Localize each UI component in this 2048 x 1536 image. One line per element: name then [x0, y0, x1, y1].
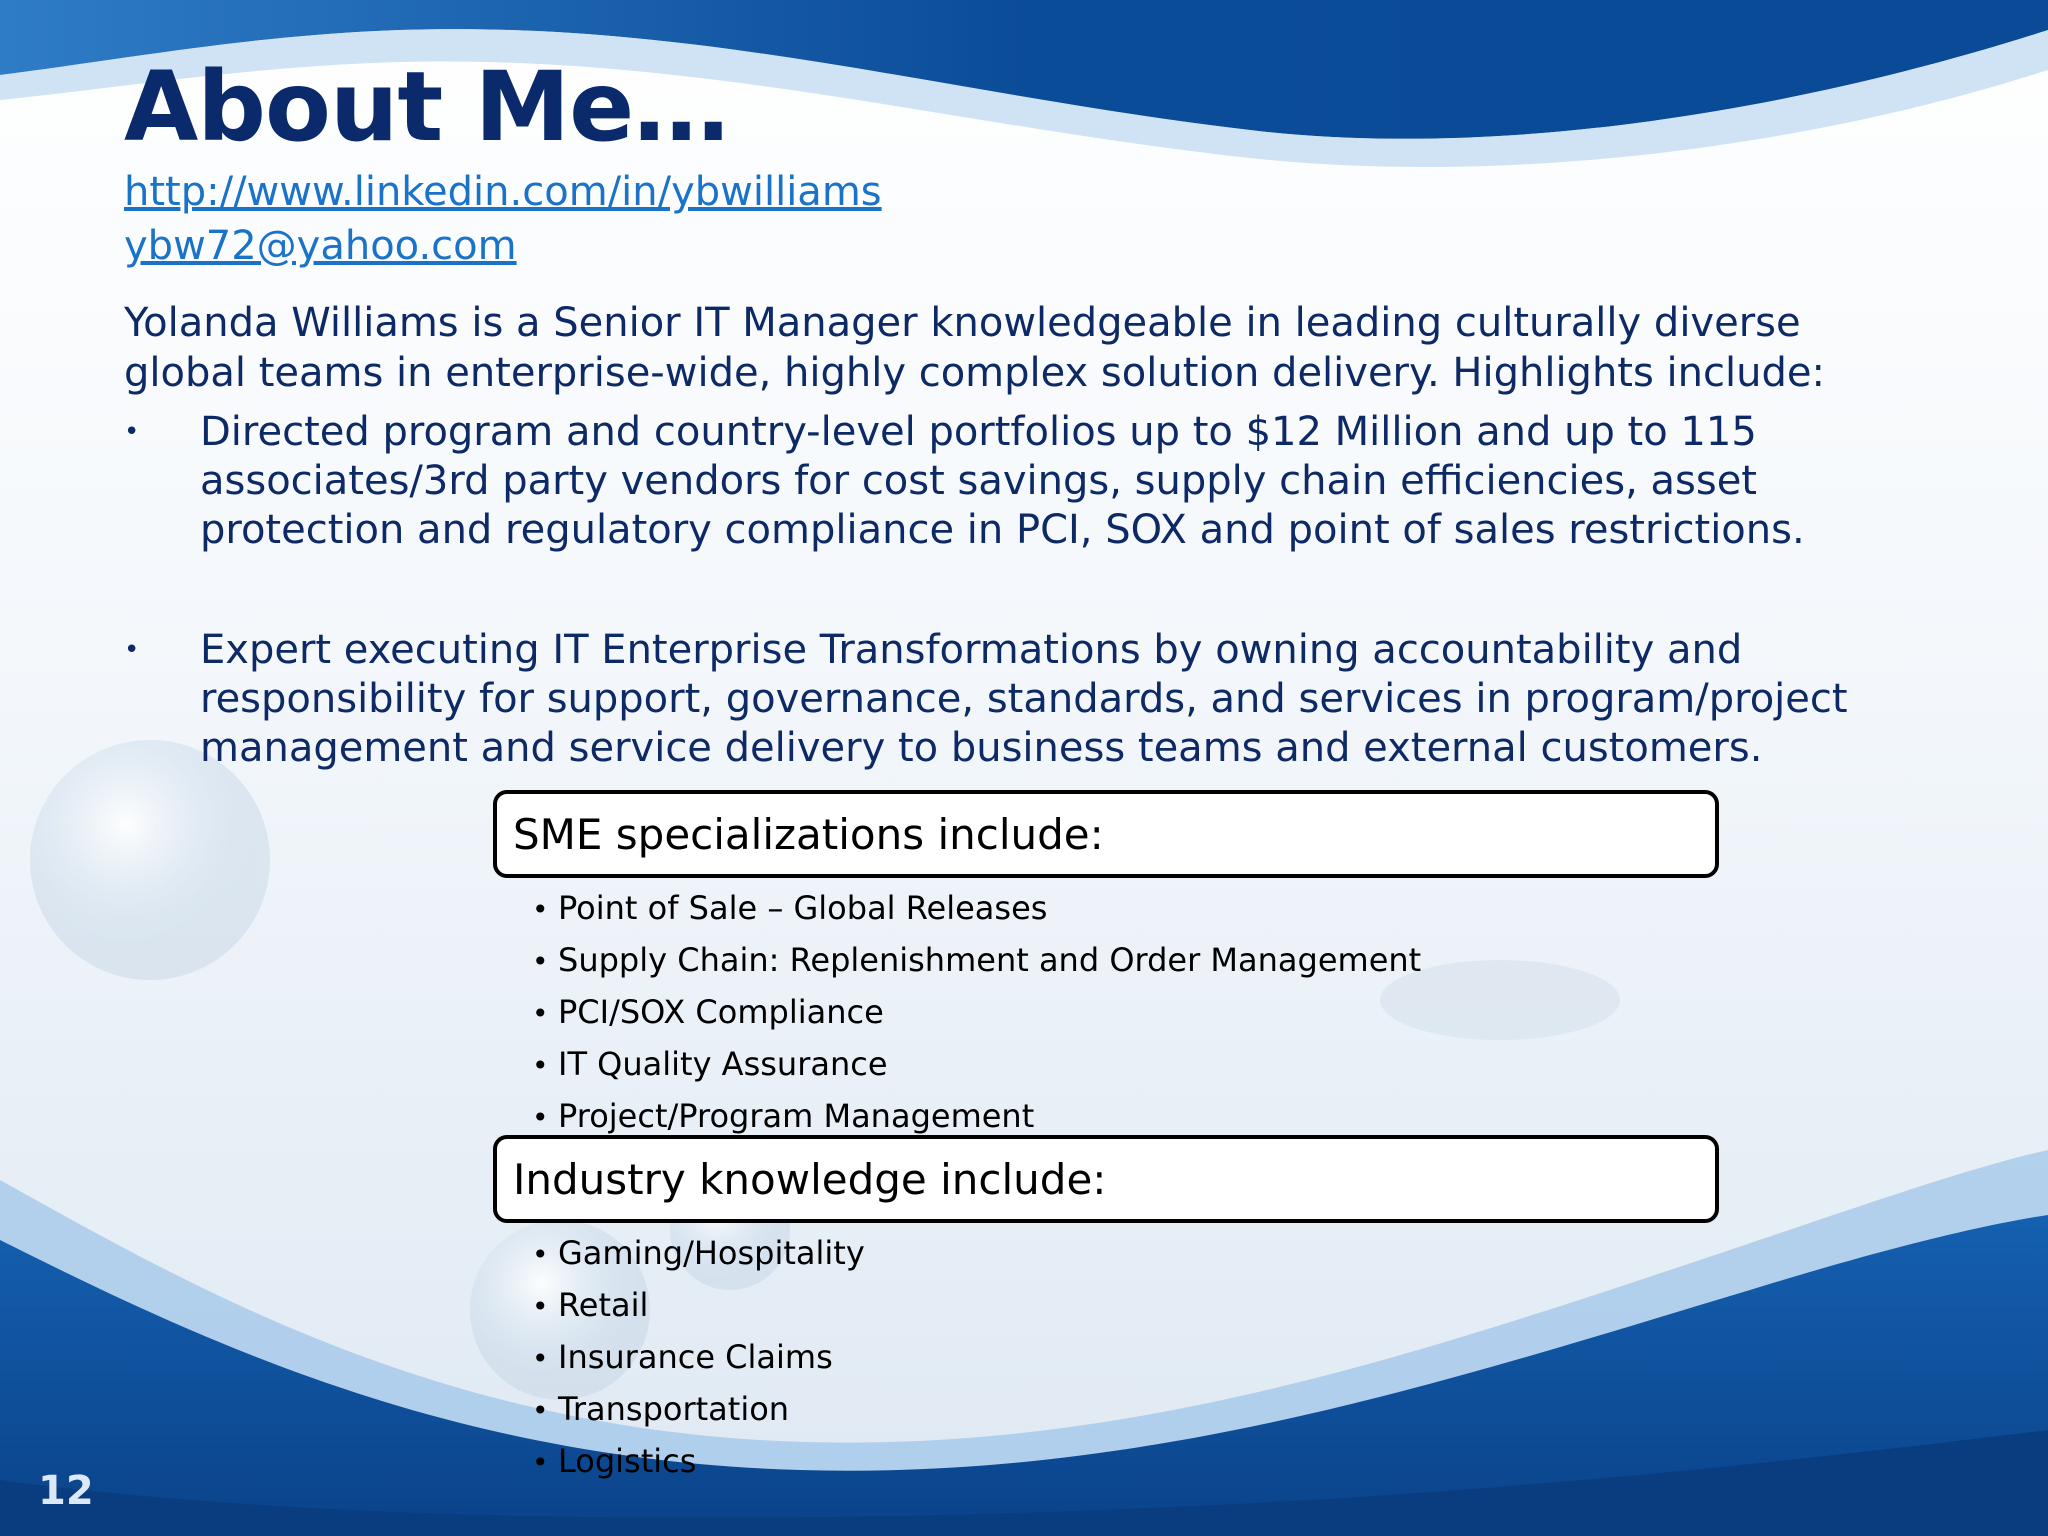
bullet-icon: • — [532, 945, 549, 978]
sme-heading-box — [493, 790, 1719, 878]
industry-list — [532, 1228, 865, 1488]
email-link[interactable]: ybw72@yahoo.com — [124, 223, 517, 269]
bullet-icon: • — [124, 635, 140, 665]
industry-item-label: Logistics — [558, 1442, 697, 1480]
bullet-icon: • — [532, 1446, 549, 1479]
highlight-text: Directed program and country-level portfolios up to $12 Million and up to 115 associates/3rd party vendors for cost savings, supply chain efficiencies, asset protection and regulatory compliance in PCI, SOX and point of sales restrictions. — [200, 409, 1805, 553]
sme-item — [532, 987, 1421, 1039]
bullet-icon: • — [532, 1290, 549, 1323]
sme-item-label: PCI/SOX Compliance — [558, 993, 884, 1031]
sme-heading: SME specializations include: — [513, 809, 1104, 859]
industry-item — [532, 1228, 865, 1280]
industry-item — [532, 1332, 865, 1384]
highlight-item — [124, 626, 1924, 773]
highlight-list — [124, 408, 1924, 555]
industry-item-label: Retail — [558, 1286, 649, 1324]
slide-title: About Me… — [124, 51, 729, 163]
industry-item-label: Transportation — [558, 1390, 790, 1428]
page-number: 12 — [38, 1468, 94, 1514]
bullet-icon: • — [532, 1101, 549, 1134]
bullet-icon: • — [532, 1394, 549, 1427]
linkedin-link[interactable]: http://www.linkedin.com/in/ybwilliams — [124, 169, 882, 215]
highlight-item — [124, 408, 1924, 555]
sme-item — [532, 935, 1421, 987]
bullet-icon: • — [532, 1049, 549, 1082]
sme-list — [532, 883, 1421, 1143]
sme-item — [532, 883, 1421, 935]
highlight-text: Expert executing IT Enterprise Transformations by owning accountability and responsibility for support, governance, standards, and services in program/project management and service delivery to business teams and external customers. — [200, 627, 1848, 771]
industry-heading: Industry knowledge include: — [513, 1154, 1107, 1204]
sme-item-label: Point of Sale – Global Releases — [558, 889, 1048, 927]
bullet-icon: • — [532, 1342, 549, 1375]
sme-item-label: Project/Program Management — [558, 1097, 1035, 1135]
industry-heading-box — [493, 1135, 1719, 1223]
industry-item-label: Insurance Claims — [558, 1338, 833, 1376]
bullet-icon: • — [532, 1238, 549, 1271]
bullet-icon: • — [532, 893, 549, 926]
sme-item-label: Supply Chain: Replenishment and Order Management — [558, 941, 1422, 979]
sme-item-label: IT Quality Assurance — [558, 1045, 888, 1083]
intro-paragraph: Yolanda Williams is a Senior IT Manager knowledgeable in leading culturally diverse global teams in enterprise-wide, highly complex solution delivery. Highlights include: — [124, 300, 1825, 396]
bullet-icon: • — [532, 997, 549, 1030]
industry-item — [532, 1384, 865, 1436]
highlight-list — [124, 626, 1924, 773]
bullet-icon: • — [124, 417, 140, 447]
industry-item — [532, 1436, 865, 1488]
industry-item-label: Gaming/Hospitality — [558, 1234, 865, 1272]
sme-item — [532, 1039, 1421, 1091]
industry-item — [532, 1280, 865, 1332]
